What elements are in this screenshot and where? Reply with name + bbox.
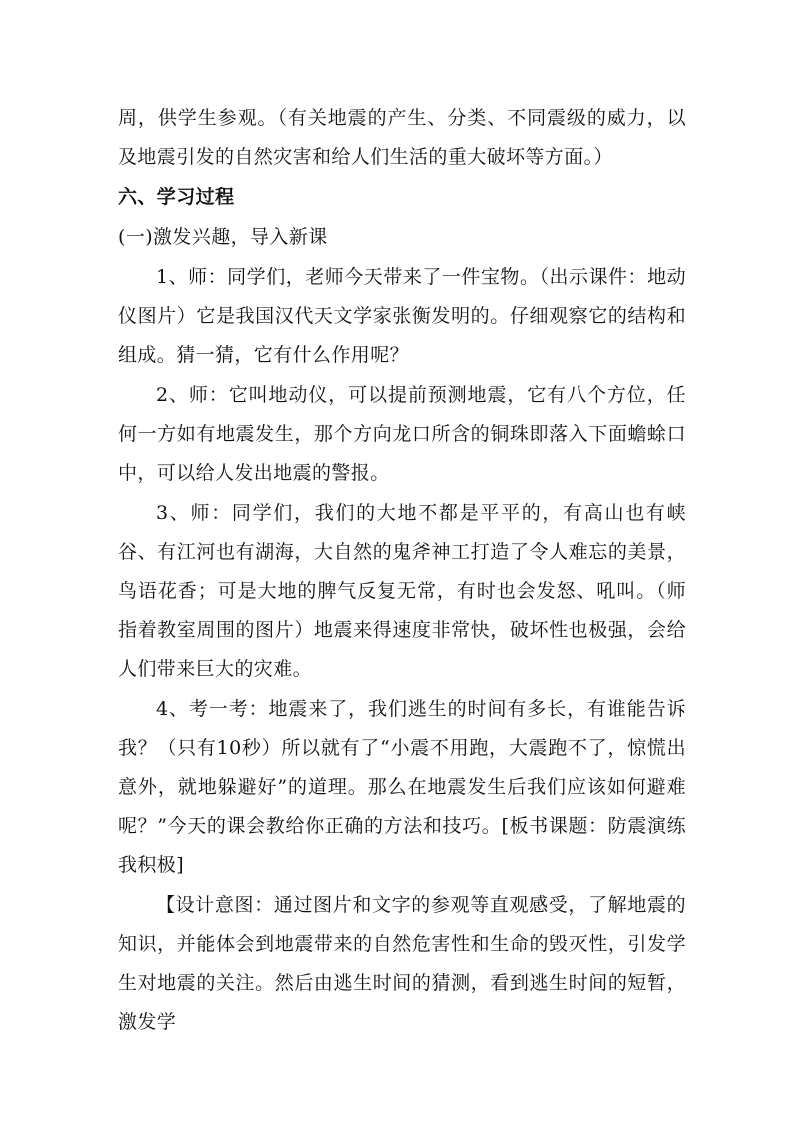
section-heading-learning-process: 六、学习过程 <box>118 186 235 208</box>
paragraph-step-4: 4、考一考：地震来了，我们逃生的时间有多长，有谁能告诉我？（只有10秒）所以就有了“小震不用跑，大震跑不了，惊慌出意外，就地躲避好”的道理。那么在地震发生后我们应该如何避难呢？”今天的课会教给你正确的方法和技巧。[板书课题：防震演练我积极] <box>118 698 686 876</box>
subsection-heading-intro: (一)激发兴趣，导入新课 <box>118 226 328 248</box>
paragraph-step-1: 1、师：同学们，老师今天带来了一件宝物。（出示课件：地动仪图片）它是我国汉代天文学家张衡发明的。仔细观察它的结构和组成。猜一猜，它有什么作用呢？ <box>118 266 686 366</box>
paragraph-exhibit-note: 周，供学生参观。（有关地震的产生、分类、不同震级的威力，以及地震引发的自然灾害和给人们生活的重大破坏等方面。） <box>118 107 686 168</box>
paragraph-step-2: 2、师：它叫地动仪，可以提前预测地震，它有八个方位，任何一方如有地震发生，那个方向龙口所含的铜珠即落入下面蟾蜍口中，可以给人发出地震的警报。 <box>118 384 686 484</box>
paragraph-step-3: 3、师：同学们，我们的大地不都是平平的，有高山也有峡谷、有江河也有湖海，大自然的鬼斧神工打造了令人难忘的美景，鸟语花香；可是大地的脾气反复无常，有时也会发怒、吼叫。（师指着教室周围的图片）地震来得速度非常快，破坏性也极强，会给人们带来巨大的灾难。 <box>118 502 686 680</box>
document-body <box>118 99 686 1042</box>
paragraph-design-intent: 【设计意图：通过图片和文字的参观等直观感受，了解地震的知识，并能体会到地震带来的自然危害性和生命的毁灭性，引发学生对地震的关注。然后由逃生时间的猜测，看到逃生时间的短暂，激发学 <box>118 894 686 1033</box>
